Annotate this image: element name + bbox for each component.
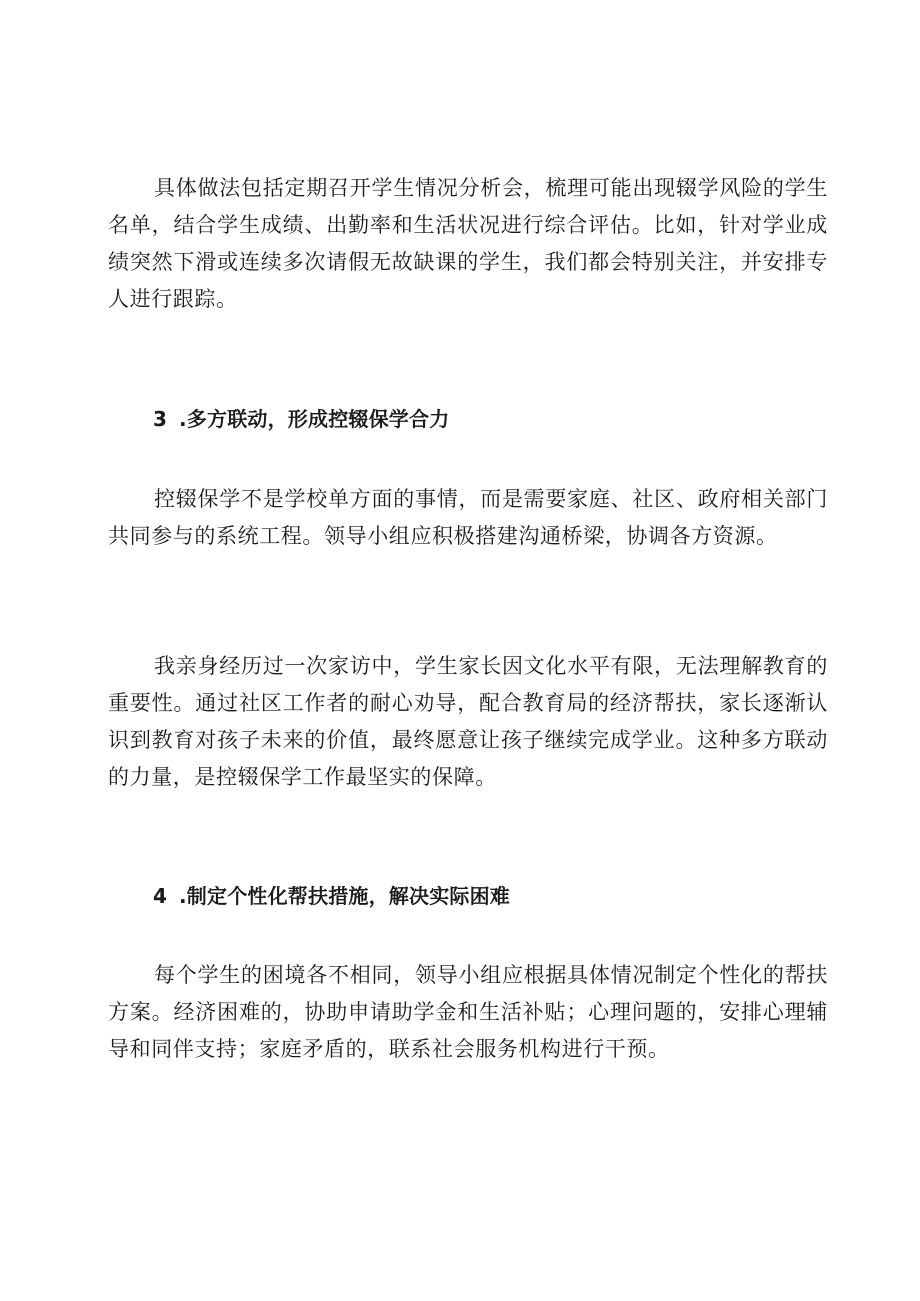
section-number: 3 xyxy=(153,407,168,431)
section-number: 4 xyxy=(153,884,168,908)
section-heading-4 xyxy=(153,881,813,911)
paragraph-joint-effort: 控辍保学不是学校单方面的事情，而是需要家庭、社区、政府相关部门共同参与的系统工程。领导小组应积极搭建沟通桥梁，协调各方资源。 xyxy=(108,487,828,548)
section-title: .制定个性化帮扶措施，解决实际困难 xyxy=(179,884,510,908)
section-heading-3 xyxy=(153,404,813,434)
paragraph-personalized-support: 每个学生的困境各不相同，领导小组应根据具体情况制定个性化的帮扶方案。经济困难的，协助申请助学金和生活补贴；心理问题的，安排心理辅导和同伴支持；家庭矛盾的，联系社会服务机构进行干预。 xyxy=(108,963,828,1061)
section-title: .多方联动，形成控辍保学合力 xyxy=(179,407,450,431)
paragraph-home-visit: 我亲身经历过一次家访中，学生家长因文化水平有限，无法理解教育的重要性。通过社区工作者的耐心劝导，配合教育局的经济帮扶，家长逐渐认识到教育对孩子未来的价值，最终愿意让孩子继续完成学业。这种多方联动的力量，是控辍保学工作最坚实的保障。 xyxy=(108,654,828,789)
paragraph-risk-screening: 具体做法包括定期召开学生情况分析会，梳理可能出现辍学风险的学生名单，结合学生成绩、出勤率和生活状况进行综合评估。比如，针对学业成绩突然下滑或连续多次请假无故缺课的学生，我们都会特别关注，并安排专人进行跟踪。 xyxy=(108,176,828,311)
